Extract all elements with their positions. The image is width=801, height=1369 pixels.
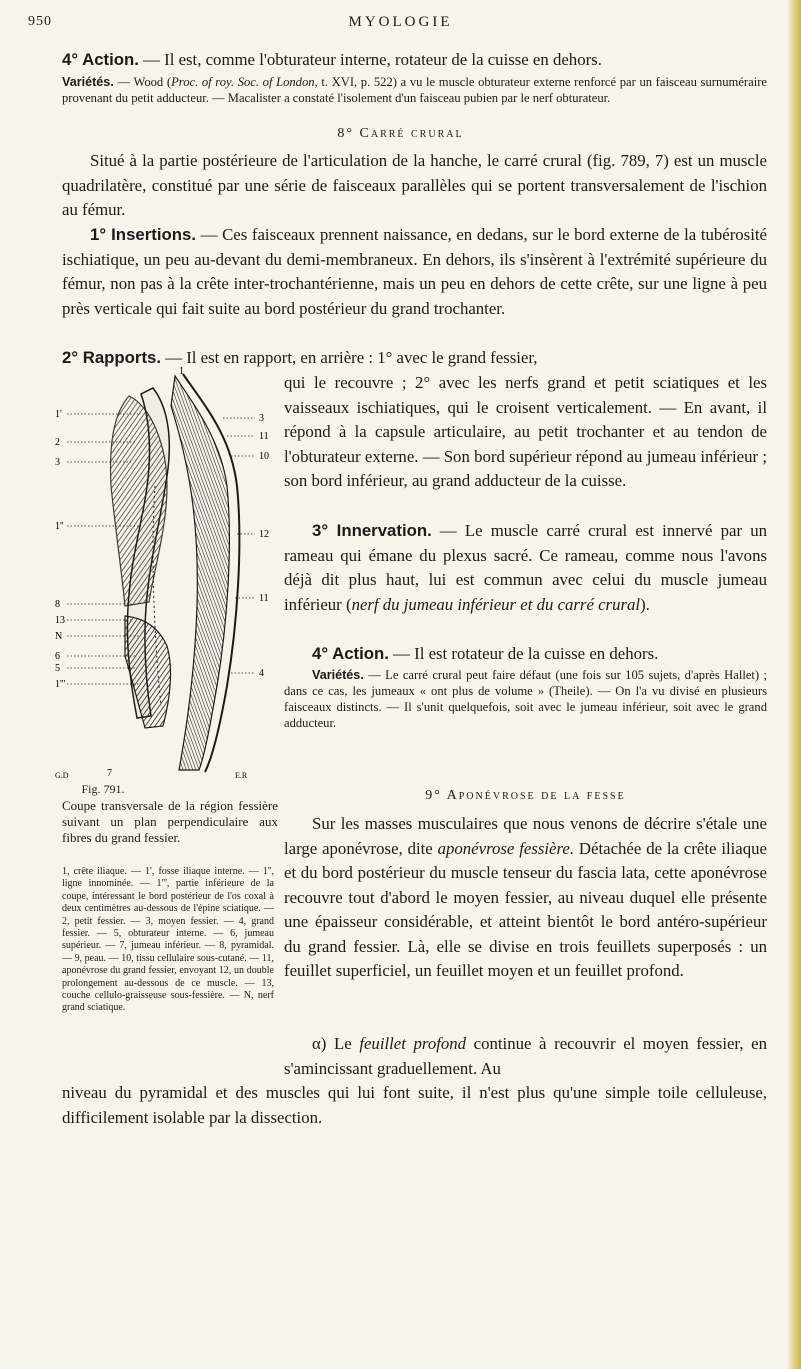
section-9-para-1-b: Détachée de la crête iliaque et du bord postérieur du muscle tenseur du fascia lata, cette aponévrose recouvre tout d'abord le moyen fessier, au niveau duquel elle présente une épaisseur considérable, et atteint bientôt le bord antéro-supérieur du grand fessier. Là, elle se divise en trois feuillets superposés : un feuillet superficiel, un feuillet moyen et un feuillet profond. — [284, 838, 767, 980]
label-bottom-right: E.R — [235, 771, 248, 780]
section-9-para-2-b: continue à recouvrir el moyen fessier, en s'amincissant graduellement. Au — [284, 1034, 767, 1078]
section-9-para-1-italic: aponévrose fessière. — [437, 838, 575, 858]
section-9-para-1-a: Sur les masses musculaires que nous venons de décrire s'étale une large aponévrose, dite — [284, 814, 767, 858]
section-8-varietes — [284, 667, 767, 731]
rapports-text-first: — Il est en rapport, en arrière : 1° avec le grand fessier, — [161, 348, 538, 367]
section-8-intro: Situé à la partie postérieure de l'articulation de la hanche, le carré crural (fig. 789, 7) est un muscle quadrilatère, constitué par une série de faisceaux parallèles qui se portent transversalement de l'ischion au fémur. — [62, 151, 767, 219]
carre-varietes-text: — Le carré crural peut faire défaut (une fois sur 105 sujets, d'après Hallet) ; dans ce cas, les jumeaux « ont plus de volume » (Theile). — On l'a vu divisé en plusieurs faisceaux distincts. — Il s'unit quelquefois, soit avec le jumeau inférieur, soit avec le grand adducteur. — [284, 668, 767, 730]
obturateur-action — [62, 48, 767, 73]
rapports-label: 2° Rapports. — [62, 348, 162, 367]
innervation-label: 3° Innervation. — [312, 521, 432, 540]
carre-varietes-label: Variétés. — [312, 668, 364, 682]
section-8-insertions — [62, 223, 767, 321]
label-left-1: 2 — [55, 437, 60, 448]
label-left-9: 1''' — [55, 679, 66, 690]
obturateur-varietes-ref: Proc. of roy. Soc. of London, — [171, 75, 318, 89]
figure-caption: Coupe transversale de la région fessière suivant un plan perpendiculaire aux fibres du grand fessier. — [62, 798, 278, 846]
section-9-para-2-a: α) Le — [312, 1034, 360, 1053]
section-8-innervation — [284, 519, 767, 617]
section-8-heading: 8° Carré crural — [337, 126, 464, 141]
section-9-para-1 — [284, 812, 767, 984]
obturateur-varietes — [62, 74, 767, 106]
innervation-text: — Le muscle carré crural est innervé par un rameau qui émane du plexus sacré. Ce rameau, comme nous l'avons déjà dit plus haut, lui est commun avec celui du muscle jumeau inférieur ( — [284, 521, 767, 614]
label-left-8: 5 — [55, 663, 60, 674]
label-left-7: 6 — [55, 651, 60, 662]
label-left-5: 13 — [55, 615, 65, 626]
obturateur-action-text: — Il est, comme l'obturateur interne, rotateur de la cuisse en dehors. — [138, 50, 602, 69]
label-left-0: 1' — [55, 409, 62, 420]
muscles-inferieurs — [125, 616, 170, 728]
label-right-5: 4 — [259, 668, 264, 679]
section-9-para-2 — [284, 1032, 767, 1081]
grand-fessier — [171, 376, 229, 770]
figure-791 — [55, 366, 280, 780]
label-bottom-left: G.D — [55, 771, 69, 780]
label-left-4: 8 — [55, 599, 60, 610]
obturateur-varietes-text-a: — Wood ( — [113, 75, 172, 89]
obturateur-action-label: 4° Action. — [62, 50, 139, 69]
obturateur-varietes-label: Variétés. — [62, 75, 114, 89]
labels-left — [55, 409, 66, 690]
figure-legend: 1, crête iliaque. — 1', fosse iliaque interne. — 1'', ligne innominée. — 1''', partie inférieure de la coupe, intéressant le bord postérieur de l'os coxal à deux centimètres au-dessous de l'épine sciatique. — 2, petit fessier. — 3, moyen fessier. — 4, grand fessier. — 5, obturateur interne. — 6, jumeau supérieur. — 7, jumeau inférieur. — 8, pyramidal. — 9, peau. — 10, tissu cellulaire sous-cutané. — 11, aponévrose du grand fessier, envoyant 12, un double prolongement au-dessous de ce muscle. — 13, couche cellulo-graisseuse sous-fessière. — N, nerf grand sciatique. — [62, 866, 274, 1014]
page-edge — [787, 0, 801, 1369]
label-right-1: 11 — [259, 431, 269, 442]
insertions-text: — Ces faisceaux prennent naissance, en dedans, sur le bord externe de la tubérosité ischiatique, un peu au-devant du demi-membraneux. En dehors, ils s'insèrent à l'extrémité supérieure du fémur, non pas à la crête inter-trochantérienne, mais un peu en dehors de cette crête, sur une ligne à peu près verticale qui fait suite au bord postérieur du grand trochanter. — [62, 225, 767, 318]
labels-right — [259, 413, 269, 679]
label-top: 1 — [179, 366, 184, 377]
label-right-4: 11 — [259, 593, 269, 604]
label-bottom-mid: 7 — [107, 768, 112, 779]
label-left-3: 1'' — [55, 521, 64, 532]
section-9-para-2-italic: feuillet profond — [359, 1034, 467, 1053]
figure-791-drawing — [55, 366, 280, 780]
action-label: 4° Action. — [312, 644, 389, 663]
obturateur-varietes-text-b: t. XVI, p. 522) a vu le muscle obturateur externe renforcé par un faisceau surnuméraire provenant du petit adducteur. — Macalister a constaté l'isolement d'un faisceau pubien par le nerf obturateur. — [62, 75, 767, 105]
section-9-para-2-full: niveau du pyramidal et des muscles qui lui font suite, il n'est plus qu'une simple toile celluleuse, difficilement isolable par la dissection. — [62, 1083, 767, 1127]
innervation-end: ). — [640, 594, 650, 614]
label-left-6: N — [55, 631, 63, 642]
label-right-2: 10 — [259, 451, 269, 462]
label-right-3: 12 — [259, 529, 269, 540]
section-8-action — [284, 642, 767, 667]
running-title: MYOLOGIE — [348, 14, 453, 30]
insertions-label: 1° Insertions. — [90, 225, 197, 244]
action-text: — Il est rotateur de la cuisse en dehors. — [388, 644, 659, 663]
innervation-italic: nerf du jumeau inférieur et du carré crural — [351, 594, 641, 614]
page-number: 950 — [28, 14, 52, 29]
figure-title: Fig. 791. — [81, 782, 125, 796]
label-left-2: 3 — [55, 457, 60, 468]
section-8-rapports-rest: qui le recouvre ; 2° avec les nerfs grand et petit sciatiques et les vaisseaux ischiatiques, qui le croisent verticalement. — En avant, il répond à la capsule articulaire, au petit trochanter et au tendon de l'obturateur externe. — Son bord supérieur répond au jumeau inférieur ; son bord inférieur, au grand adducteur de la cuisse. — [284, 373, 767, 490]
section-9-heading: 9° Aponévrose de la fesse — [425, 788, 626, 803]
label-right-0: 3 — [259, 413, 264, 424]
